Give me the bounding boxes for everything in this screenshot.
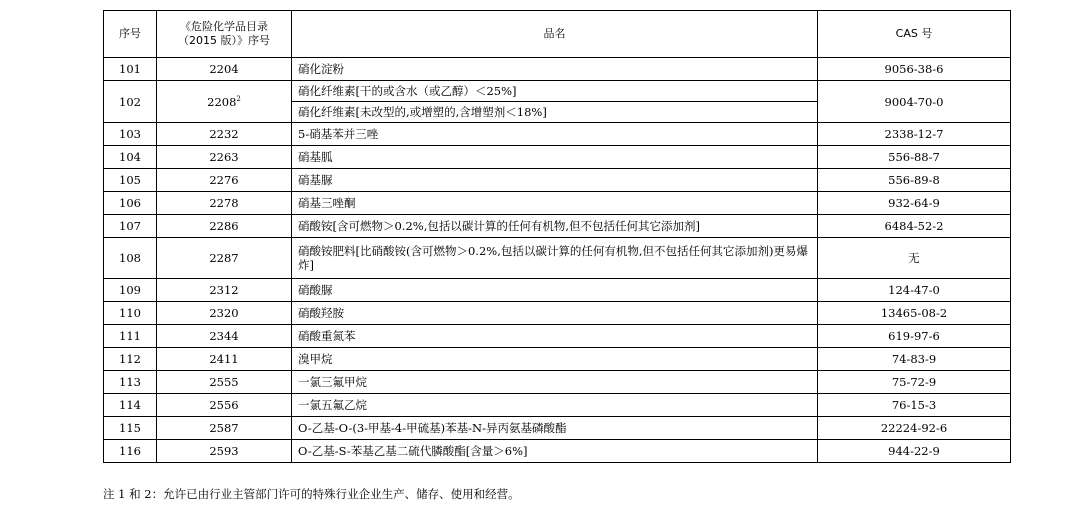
cell-seq: 102 [104, 81, 157, 123]
cell-cas: 944-22-9 [818, 440, 1011, 463]
cell-cas: 76-15-3 [818, 394, 1011, 417]
table-row [104, 417, 1011, 440]
cell-catalog: 2287 [157, 238, 292, 279]
cell-name: 硝酸铵[含可燃物＞0.2%,包括以碳计算的任何有机物,但不包括任何其它添加剂] [292, 215, 818, 238]
table-row [104, 146, 1011, 169]
cell-cas: 13465-08-2 [818, 302, 1011, 325]
cell-cas: 22224-92-6 [818, 417, 1011, 440]
cell-seq: 101 [104, 58, 157, 81]
catalog-number: 2208 [207, 94, 237, 109]
cell-catalog: 2286 [157, 215, 292, 238]
cell-cas: 75-72-9 [818, 371, 1011, 394]
table-row [104, 279, 1011, 302]
table-row [104, 302, 1011, 325]
cell-name: O-乙基-O-(3-甲基-4-甲硫基)苯基-N-异丙氨基磷酸酯 [292, 417, 818, 440]
table-row [104, 169, 1011, 192]
header-name: 品名 [292, 11, 818, 58]
cell-name: 硝化纤维素[未改型的,或增塑的,含增塑剂＜18%] [292, 102, 818, 123]
cell-name: 硝酸重氮苯 [292, 325, 818, 348]
cell-seq: 108 [104, 238, 157, 279]
cell-seq: 110 [104, 302, 157, 325]
cell-cas: 556-89-8 [818, 169, 1011, 192]
cell-cas: 74-83-9 [818, 348, 1011, 371]
cell-name: 硝酸羟胺 [292, 302, 818, 325]
cell-name: 硝基三唑酮 [292, 192, 818, 215]
cell-seq: 111 [104, 325, 157, 348]
cell-catalog: 2555 [157, 371, 292, 394]
cell-catalog: 2556 [157, 394, 292, 417]
cell-cas: 6484-52-2 [818, 215, 1011, 238]
header-catalog: 《危险化学品目录（2015 版）》序号 [157, 11, 292, 58]
table-row [104, 394, 1011, 417]
cell-seq: 115 [104, 417, 157, 440]
cell-seq: 107 [104, 215, 157, 238]
cell-cas: 619-97-6 [818, 325, 1011, 348]
cell-seq: 103 [104, 123, 157, 146]
table-row [104, 371, 1011, 394]
cell-catalog: 2204 [157, 58, 292, 81]
cell-seq: 104 [104, 146, 157, 169]
cell-cas: 9004-70-0 [818, 81, 1011, 123]
table-row [104, 238, 1011, 279]
cell-catalog: 2278 [157, 192, 292, 215]
cell-catalog: 2263 [157, 146, 292, 169]
table-body [104, 58, 1011, 463]
cell-name: 一氯三氟甲烷 [292, 371, 818, 394]
table-row [104, 192, 1011, 215]
cell-name: O-乙基-S-苯基乙基二硫代膦酸酯[含量＞6%] [292, 440, 818, 463]
cell-seq: 114 [104, 394, 157, 417]
cell-catalog: 2344 [157, 325, 292, 348]
cell-seq: 116 [104, 440, 157, 463]
table-row [104, 123, 1011, 146]
table-row [104, 215, 1011, 238]
table-row [104, 325, 1011, 348]
cell-name: 溴甲烷 [292, 348, 818, 371]
cell-name: 硝化纤维素[干的或含水（或乙醇）＜25%] [292, 81, 818, 102]
cell-seq: 106 [104, 192, 157, 215]
cell-name: 硝化淀粉 [292, 58, 818, 81]
cell-name: 硝酸铵肥料[比硝酸铵(含可燃物＞0.2%,包括以碳计算的任何有机物,但不包括任何其它添加剂)更易爆炸] [292, 238, 818, 279]
cell-name: 硝酸脲 [292, 279, 818, 302]
cell-catalog: 2411 [157, 348, 292, 371]
table-row [104, 58, 1011, 81]
table-row [104, 348, 1011, 371]
cell-catalog: 2232 [157, 123, 292, 146]
footnote: 注 1 和 2：允许已由行业主管部门许可的特殊行业企业生产、储存、使用和经营。 [103, 487, 520, 501]
table-row [104, 81, 1011, 102]
cell-cas: 124-47-0 [818, 279, 1011, 302]
table-row [104, 440, 1011, 463]
cell-cas: 2338-12-7 [818, 123, 1011, 146]
cell-seq: 112 [104, 348, 157, 371]
header-seq: 序号 [104, 11, 157, 58]
footnote-marker: 2 [236, 94, 241, 103]
cell-seq: 109 [104, 279, 157, 302]
cell-cas: 9056-38-6 [818, 58, 1011, 81]
cell-cas: 556-88-7 [818, 146, 1011, 169]
cell-cas: 932-64-9 [818, 192, 1011, 215]
cell-name: 硝基脲 [292, 169, 818, 192]
cell-cas: 无 [818, 238, 1011, 279]
hazardous-chemicals-table [103, 10, 1011, 463]
cell-catalog: 2587 [157, 417, 292, 440]
cell-seq: 105 [104, 169, 157, 192]
cell-catalog: 2312 [157, 279, 292, 302]
cell-catalog: 2593 [157, 440, 292, 463]
table-header-row [104, 11, 1011, 58]
cell-name: 一氯五氟乙烷 [292, 394, 818, 417]
header-cas: CAS 号 [818, 11, 1011, 58]
cell-catalog: 2320 [157, 302, 292, 325]
cell-catalog [157, 81, 292, 123]
cell-seq: 113 [104, 371, 157, 394]
cell-name: 5-硝基苯并三唑 [292, 123, 818, 146]
cell-name: 硝基胍 [292, 146, 818, 169]
cell-catalog: 2276 [157, 169, 292, 192]
